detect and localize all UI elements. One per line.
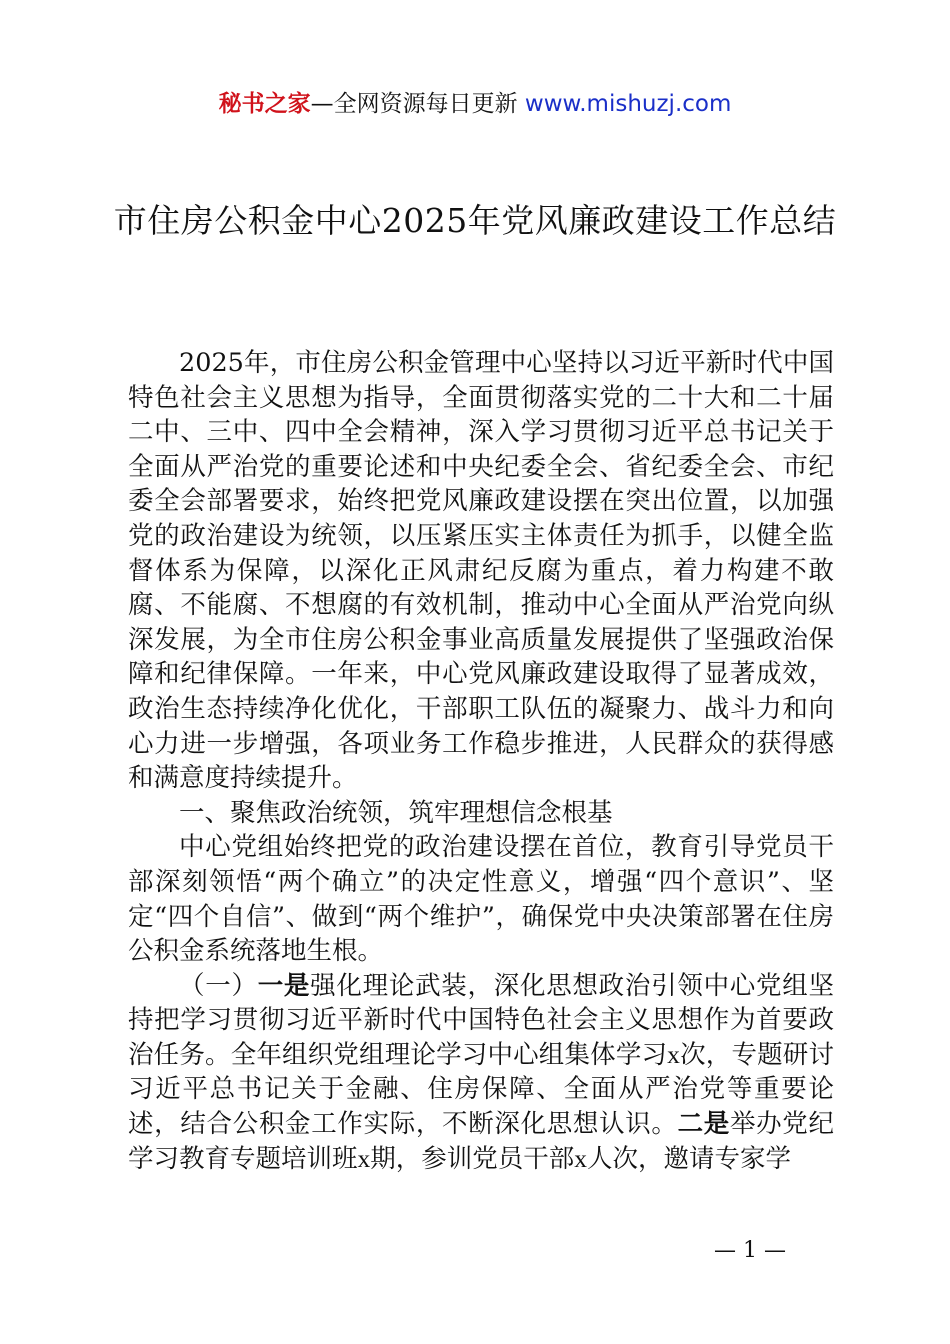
document-body: [128, 346, 834, 1176]
intro-paragraph: 2025年，市住房公积金管理中心坚持以习近平新时代中国特色社会主义思想为指导，全面贯彻落实党的二十大和二十届二中、三中、四中全会精神，深入学习贯彻习近平总书记关于全面从严治党的重要论述和中央纪委全会、省纪委全会、市纪委全会部署要求，始终把党风廉政建设摆在突出位置，以加强党的政治建设为统领，以压紧压实主体责任为抓手，以健全监督体系为保障，以深化正风肃纪反腐为重点，着力构建不敢腐、不能腐、不想腐的有效机制，推动中心全面从严治党向纵深发展，为全市住房公积金事业高质量发展提供了坚强政治保障和纪律保障。一年来，中心党风廉政建设取得了显著成效，政治生态持续净化优化，干部职工队伍的凝聚力、战斗力和向心力进一步增强，各项业务工作稳步推进，人民群众的获得感和满意度持续提升。: [128, 348, 834, 794]
placeholder-count: x: [357, 1143, 371, 1173]
point-two-text-cont: 期，参训党员干部: [370, 1143, 575, 1174]
section-paragraph: 中心党组始终把党的政治建设摆在首位，教育引导党员干部深刻领悟“两个确立”的决定性意义，增强“四个意识”、坚定“四个自信”、做到“两个维护”，确保党中央决策部署在住房公积金系统落地生根。: [128, 832, 834, 967]
brand-name: 秘书之家: [218, 91, 311, 117]
point-two-text-end: 人次，邀请专家学: [587, 1143, 792, 1174]
document-title: 市住房公积金中心2025年党风廉政建设工作总结: [113, 201, 837, 240]
point-one-text-cont: 次，专题研讨习近平总书记关于金融、住房保障、全面从严治党等重要论述，结合公积金工作实际，不断深化思想认识。: [128, 1039, 834, 1140]
placeholder-count: x: [667, 1039, 680, 1069]
point-two-label: 二是: [677, 1109, 730, 1140]
placeholder-count: x: [574, 1143, 588, 1173]
banner-tagline: —全网资源每日更新: [310, 91, 525, 117]
point-one-text: 强化理论武装，深化思想政治引领中心党组坚持把学习贯彻习近平新时代中国特色社会主义思想作为首要政治任务。全年组织党组理论学习中心组集体学习: [128, 970, 834, 1070]
section-heading: 一、聚焦政治统领，筑牢理想信念根基: [179, 797, 613, 828]
point-two-text: 举办党纪学习教育专题培训班: [128, 1109, 834, 1174]
site-url-link[interactable]: www.mishuzj.com: [524, 91, 732, 117]
point-one-label: 一是: [257, 970, 311, 1001]
subsection-paragraph: [128, 969, 834, 1177]
site-banner: [0, 86, 950, 122]
subsection-number: （一）: [179, 970, 258, 1001]
page-number: — 1 —: [714, 1238, 786, 1263]
